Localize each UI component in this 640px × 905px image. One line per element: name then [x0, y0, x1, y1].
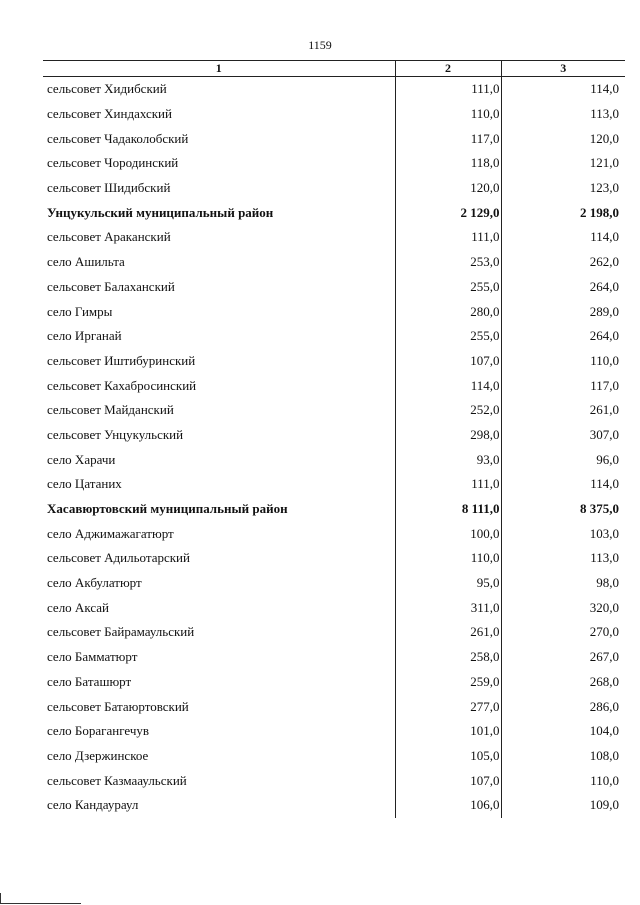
cell-value-2: 111,0 — [395, 77, 501, 102]
cell-value-3: 267,0 — [589, 649, 619, 665]
cell-value-2: 255,0 — [395, 275, 501, 300]
cell-name: сельсовет Шидибский — [47, 180, 171, 196]
cell-value-2: 100,0 — [395, 521, 501, 546]
cell-name: село Гимры — [47, 303, 113, 319]
cell-name: село Ашильта — [47, 254, 125, 270]
cell-name: Хасавюртовский муниципальный район — [47, 501, 288, 517]
cell-name: сельсовет Унцукульский — [47, 426, 184, 442]
cell-name: сельсовет Батаюртовский — [47, 698, 189, 714]
cell-value-2: 114,0 — [395, 373, 501, 398]
cell-value-2: 311,0 — [395, 595, 501, 620]
table-row — [43, 176, 625, 201]
cell-name: Унцукульский муниципальный район — [47, 204, 274, 220]
cell-value-2: 8 111,0 — [395, 497, 501, 522]
table-row — [43, 645, 625, 670]
cell-value-2: 255,0 — [395, 324, 501, 349]
cell-value-3: 114,0 — [590, 81, 619, 97]
cell-name: село Дзержинское — [47, 747, 149, 763]
cell-value-3: 103,0 — [589, 525, 619, 541]
cell-name: сельсовет Араканский — [47, 229, 171, 245]
table-row — [43, 793, 625, 818]
cell-value-3: 123,0 — [589, 180, 619, 196]
cell-value-3: 114,0 — [590, 229, 619, 245]
table-row — [43, 299, 625, 324]
table-header-row — [43, 61, 625, 77]
cell-value-2: 277,0 — [395, 694, 501, 719]
cell-value-2: 261,0 — [395, 620, 501, 645]
cell-value-3: 268,0 — [589, 673, 619, 689]
cell-value-3: 264,0 — [589, 278, 619, 294]
cell-value-3: 270,0 — [589, 624, 619, 640]
table-row — [43, 151, 625, 176]
cell-value-2: 111,0 — [395, 225, 501, 250]
cell-value-2: 252,0 — [395, 398, 501, 423]
column-header-2: 2 — [395, 61, 501, 77]
page-number: 1159 — [308, 38, 332, 52]
cell-value-2: 117,0 — [395, 126, 501, 151]
cell-value-2: 93,0 — [395, 447, 501, 472]
cell-value-3: 307,0 — [589, 426, 619, 442]
table-row — [43, 595, 625, 620]
cell-name: село Кандаураул — [47, 797, 139, 813]
table-row — [43, 472, 625, 497]
table-row — [43, 447, 625, 472]
table-row — [43, 719, 625, 744]
table-row — [43, 423, 625, 448]
cell-value-2: 101,0 — [395, 719, 501, 744]
cell-value-3: 109,0 — [589, 797, 619, 813]
table-row — [43, 126, 625, 151]
cell-value-2: 107,0 — [395, 768, 501, 793]
cell-value-3: 110,0 — [590, 352, 619, 368]
cell-name: сельсовет Адильотарский — [47, 550, 190, 566]
cell-value-3: 286,0 — [589, 698, 619, 714]
cell-value-3: 110,0 — [590, 772, 619, 788]
table-row — [43, 694, 625, 719]
cell-value-3: 104,0 — [589, 723, 619, 739]
cell-name: село Аксай — [47, 599, 109, 615]
cell-value-3: 289,0 — [589, 303, 619, 319]
cell-value-2: 253,0 — [395, 250, 501, 275]
cell-value-2: 120,0 — [395, 176, 501, 201]
table-row-district — [43, 497, 625, 522]
cell-value-2: 118,0 — [395, 151, 501, 176]
table-row — [43, 77, 625, 102]
cell-value-2: 95,0 — [395, 571, 501, 596]
table-row — [43, 250, 625, 275]
cell-value-2: 110,0 — [395, 546, 501, 571]
table-row — [43, 571, 625, 596]
cell-name: сельсовет Кахабросинский — [47, 377, 197, 393]
cell-name: сельсовет Иштибуринский — [47, 352, 196, 368]
cell-value-3: 120,0 — [589, 130, 619, 146]
cell-value-3: 121,0 — [589, 155, 619, 171]
cell-value-2: 298,0 — [395, 423, 501, 448]
cell-value-3: 96,0 — [596, 451, 619, 467]
cell-value-3: 113,0 — [590, 550, 619, 566]
cell-name: село Ирганай — [47, 328, 122, 344]
cell-value-2: 111,0 — [395, 472, 501, 497]
cell-value-3: 113,0 — [590, 106, 619, 122]
table-row — [43, 275, 625, 300]
cell-value-3: 264,0 — [589, 328, 619, 344]
table-row — [43, 324, 625, 349]
cell-name: село Бамматюрт — [47, 649, 138, 665]
cell-value-2: 105,0 — [395, 744, 501, 769]
table-row — [43, 620, 625, 645]
cell-name: сельсовет Майданский — [47, 402, 174, 418]
corner-mark — [0, 893, 81, 904]
cell-value-3: 2 198,0 — [580, 204, 619, 220]
cell-name: сельсовет Хидибский — [47, 81, 167, 97]
table-body — [43, 77, 625, 818]
cell-name: село Аджимажагатюрт — [47, 525, 174, 541]
table-row — [43, 744, 625, 769]
cell-name: село Баташюрт — [47, 673, 132, 689]
cell-name: сельсовет Чадаколобский — [47, 130, 189, 146]
cell-name: село Борагангечув — [47, 723, 150, 739]
cell-value-3: 262,0 — [589, 254, 619, 270]
cell-value-3: 8 375,0 — [580, 501, 619, 517]
table-row — [43, 521, 625, 546]
table-row — [43, 768, 625, 793]
cell-value-2: 107,0 — [395, 349, 501, 374]
cell-value-2: 110,0 — [395, 102, 501, 127]
table-row — [43, 670, 625, 695]
cell-name: сельсовет Чородинский — [47, 155, 179, 171]
cell-name: село Цатаних — [47, 476, 122, 492]
cell-value-2: 259,0 — [395, 670, 501, 695]
table-row — [43, 398, 625, 423]
cell-value-2: 106,0 — [395, 793, 501, 818]
cell-value-3: 114,0 — [590, 476, 619, 492]
table-row-district — [43, 200, 625, 225]
table-row — [43, 102, 625, 127]
cell-name: сельсовет Байрамаульский — [47, 624, 195, 640]
cell-value-2: 2 129,0 — [395, 200, 501, 225]
cell-name: село Акбулатюрт — [47, 575, 142, 591]
cell-value-3: 117,0 — [590, 377, 619, 393]
cell-value-3: 261,0 — [589, 402, 619, 418]
column-header-3: 3 — [501, 61, 625, 77]
cell-value-2: 258,0 — [395, 645, 501, 670]
data-table — [43, 60, 625, 818]
table-row — [43, 349, 625, 374]
data-table-container — [43, 60, 625, 818]
cell-value-3: 98,0 — [596, 575, 619, 591]
cell-value-3: 320,0 — [589, 599, 619, 615]
cell-value-2: 280,0 — [395, 299, 501, 324]
cell-value-3: 108,0 — [589, 747, 619, 763]
column-header-1: 1 — [43, 61, 395, 77]
cell-name: сельсовет Балаханский — [47, 278, 175, 294]
cell-name: сельсовет Казмааульский — [47, 772, 187, 788]
cell-name: сельсовет Хиндахский — [47, 106, 172, 122]
cell-name: село Харачи — [47, 451, 116, 467]
table-row — [43, 546, 625, 571]
table-row — [43, 225, 625, 250]
table-row — [43, 373, 625, 398]
